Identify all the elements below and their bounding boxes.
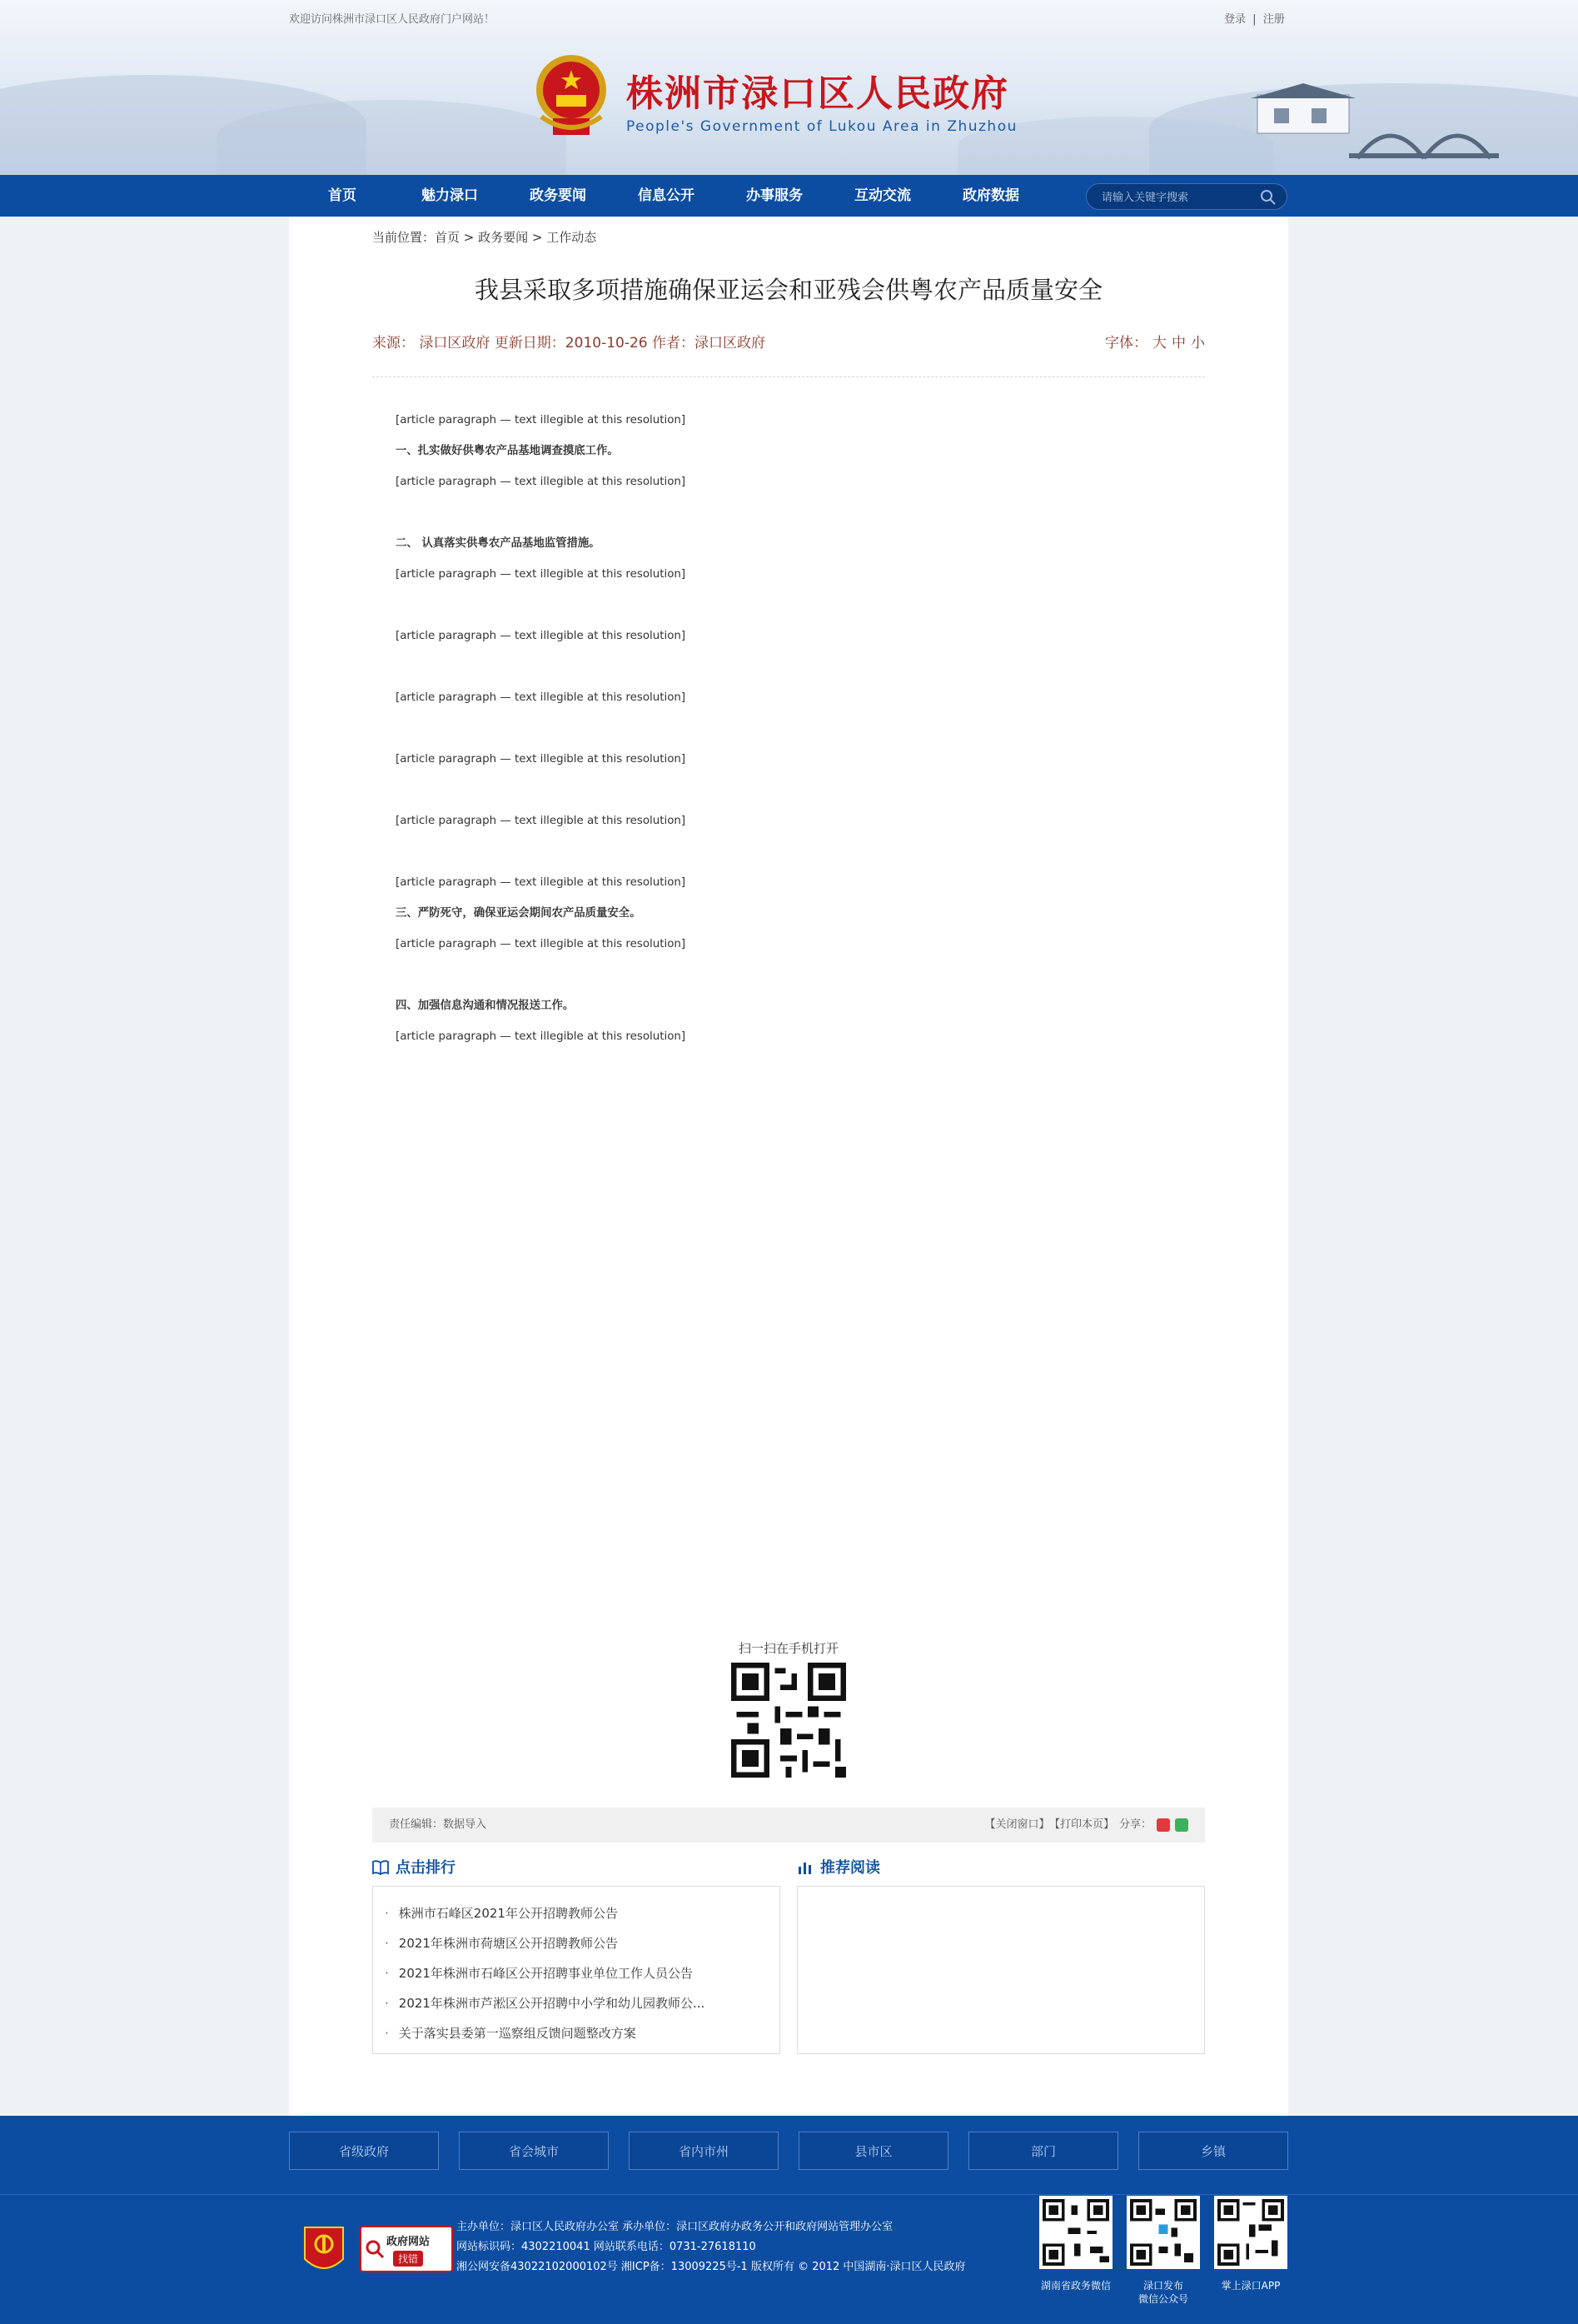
badge-text: 找错 — [393, 2251, 423, 2267]
list-item[interactable] — [385, 2018, 779, 2048]
nav-gov-data[interactable]: 政府数据 — [963, 187, 1019, 204]
font-large-button[interactable]: 大 — [1152, 335, 1167, 352]
list-item-text: 2021年株洲市芦淞区公开招聘中小学和幼儿园教师公... — [398, 1996, 705, 2011]
qr-code-icon — [1039, 2196, 1113, 2269]
bridge-landscape-icon — [1232, 83, 1532, 167]
breadcrumb-sep: > — [528, 230, 547, 245]
list-item[interactable] — [385, 1988, 779, 2018]
breadcrumb-home[interactable]: 首页 — [435, 230, 460, 245]
bg-mountain — [217, 100, 566, 175]
tools — [979, 1808, 1188, 1843]
qr-code-icon — [1214, 2196, 1287, 2269]
nav-charm-lukou[interactable]: 魅力渌口 — [421, 187, 478, 204]
site-title: 株洲市渌口区人民政府 — [626, 72, 1009, 115]
article-heading: 三、严防死守，确保亚运会期间农产品质量安全。 — [396, 907, 641, 920]
footer-qr-2 — [1127, 2196, 1200, 2306]
breadcrumb-prefix: 当前位置： — [372, 230, 436, 245]
article-meta: 来源： 渌口区政府 更新日期：2010-10-26 作者：渌口区政府 — [372, 335, 766, 352]
list-item[interactable] — [385, 1898, 779, 1928]
search-input[interactable] — [1102, 188, 1252, 207]
site-subtitle: People's Government of Lukou Area in Zhuzhou — [626, 118, 1018, 135]
welcome-text: 欢迎访问株洲市渌口区人民政府门户网站！ — [289, 13, 495, 26]
paragraph-gap — [372, 775, 1205, 805]
print-page-link[interactable]: 【打印本页】 — [1054, 1818, 1114, 1831]
divider — [0, 2194, 1578, 2195]
breadcrumb-sep: > — [460, 230, 479, 245]
breadcrumb-work[interactable]: 工作动态 — [546, 230, 597, 245]
capital-cities-dropdown[interactable]: 省会城市 — [459, 2132, 609, 2170]
badge-text: 政府网站 — [386, 2236, 431, 2248]
article-tools-bar — [372, 1808, 1205, 1843]
ranking-title — [372, 1856, 455, 1878]
ranking-title-text: 点击排行 — [396, 1859, 455, 1877]
font-small-button[interactable]: 小 — [1191, 335, 1205, 352]
paragraph-gap — [372, 713, 1205, 744]
account-links — [1224, 10, 1285, 26]
magnifier-icon — [365, 2239, 385, 2259]
footer-info — [456, 2217, 966, 2277]
separator: | — [1252, 13, 1257, 26]
recommend-title — [797, 1856, 880, 1878]
close-window-link[interactable]: 【关闭窗口】 — [984, 1818, 1050, 1831]
wechat-share-icon[interactable] — [1175, 1818, 1188, 1832]
article-title: 我县采取多项措施确保亚运会和亚残会供粤农产品质量安全 — [474, 276, 1103, 304]
counties-dropdown[interactable]: 县市区 — [799, 2132, 948, 2170]
search-box — [1086, 183, 1287, 210]
bar-chart-icon — [797, 1860, 814, 1875]
editor-label: 责任编辑：数据导入 — [389, 1818, 487, 1831]
qr-code-icon — [1127, 2196, 1200, 2269]
paragraph-gap — [372, 590, 1205, 621]
article-paragraph: [article paragraph — text illegible at this resolution] — [396, 876, 686, 889]
qr-caption: 掌上渌口APP — [1221, 2280, 1281, 2292]
paragraph-gap — [372, 651, 1205, 682]
list-item[interactable] — [385, 1958, 779, 1988]
list-item-text: 株洲市石峰区2021年公开招聘教师公告 — [398, 1906, 618, 1921]
qr-label: 扫一扫在手机打开 — [738, 1641, 839, 1656]
article-paragraph: [article paragraph — text illegible at this resolution] — [396, 630, 686, 642]
ranking-box — [372, 1886, 780, 2054]
list-item[interactable] — [385, 1928, 779, 1958]
article-body — [372, 405, 1205, 1052]
site-footer — [0, 2116, 1578, 2324]
article-heading: 一、扎实做好供粤农产品基地调查摸底工作。 — [396, 445, 619, 457]
site-code-line: 网站标识码：4302210041 网站联系电话：0731-27618110 — [456, 2241, 756, 2253]
nav-info-disclosure[interactable]: 信息公开 — [638, 187, 694, 204]
qr-caption: 湖南省政务微信 — [1040, 2280, 1111, 2292]
nav-interaction[interactable]: 互动交流 — [854, 187, 911, 204]
bullet: · — [385, 1906, 389, 1921]
organizer-line: 主办单位：渌口区人民政府办公室 承办单位：渌口区政府办政务公开和政府网站管理办公室 — [456, 2221, 894, 2233]
bullet: · — [385, 2026, 389, 2041]
font-size-switcher — [1105, 331, 1205, 352]
bullet: · — [385, 1936, 389, 1951]
site-header — [0, 0, 1578, 175]
recommend-title-text: 推荐阅读 — [820, 1859, 880, 1877]
nav-services[interactable]: 办事服务 — [746, 187, 803, 204]
icp-line: 湘公网安备43022102000102号 湘ICP备：13009225号-1 版权所有 © 2012 中国湖南·渌口区人民政府 — [456, 2261, 966, 2273]
list-item-text: 关于落实县委第一巡察组反馈问题整改方案 — [398, 2026, 636, 2041]
article-paragraph: [article paragraph — text illegible at this resolution] — [396, 476, 686, 488]
list-item-text: 2021年株洲市石峰区公开招聘事业单位工作人员公告 — [398, 1966, 693, 1981]
article-paragraph: [article paragraph — text illegible at this resolution] — [396, 938, 686, 950]
article-paragraph: [article paragraph — text illegible at this resolution] — [396, 568, 686, 581]
ranking-list — [373, 1887, 779, 2048]
national-emblem-icon — [533, 52, 610, 142]
main-nav — [0, 175, 1578, 217]
qr-caption: 渌口发布 微信公众号 — [1137, 2280, 1188, 2305]
party-gov-badge-icon[interactable] — [301, 2224, 346, 2277]
provincial-gov-dropdown[interactable]: 省级政府 — [289, 2132, 439, 2170]
list-item-text: 2021年株洲市荷塘区公开招聘教师公告 — [398, 1936, 618, 1951]
login-link[interactable]: 登录 — [1224, 13, 1247, 26]
bullet: · — [385, 1966, 389, 1981]
font-size-label: 字体： — [1105, 335, 1147, 352]
breadcrumb — [372, 228, 596, 246]
in-province-cities-dropdown[interactable]: 省内市州 — [629, 2132, 779, 2170]
footer-qr-1 — [1039, 2196, 1113, 2292]
qr-code-icon — [731, 1663, 846, 1778]
article-paragraph: [article paragraph — text illegible at this resolution] — [396, 414, 686, 426]
register-link[interactable]: 注册 — [1262, 13, 1285, 26]
report-error-badge[interactable] — [360, 2226, 453, 2272]
book-icon — [372, 1860, 389, 1875]
footer-qr-3 — [1214, 2196, 1287, 2292]
departments-dropdown[interactable]: 部门 — [968, 2132, 1118, 2170]
main-panel — [289, 217, 1288, 2121]
search-icon[interactable] — [1260, 189, 1277, 206]
paragraph-gap — [372, 960, 1205, 990]
font-medium-button[interactable]: 中 — [1172, 335, 1186, 352]
share-label: 分享： — [1118, 1818, 1152, 1831]
nav-home[interactable]: 首页 — [328, 187, 356, 204]
breadcrumb-news[interactable]: 政务要闻 — [478, 230, 529, 245]
weibo-share-icon[interactable] — [1157, 1818, 1170, 1832]
article-paragraph: [article paragraph — text illegible at this resolution] — [396, 1030, 686, 1043]
recommend-box — [797, 1886, 1205, 2054]
article-heading: 四、加强信息沟通和情况报送工作。 — [396, 1000, 575, 1012]
article-heading: 二、 认真落实供粤农产品基地监管措施。 — [396, 537, 600, 550]
paragraph-gap — [372, 497, 1205, 528]
towns-dropdown[interactable]: 乡镇 — [1138, 2132, 1288, 2170]
article-paragraph: [article paragraph — text illegible at this resolution] — [396, 691, 686, 704]
paragraph-gap — [372, 836, 1205, 867]
article-paragraph: [article paragraph — text illegible at this resolution] — [396, 815, 686, 827]
nav-news[interactable]: 政务要闻 — [530, 187, 586, 204]
bullet: · — [385, 1996, 389, 2011]
article-paragraph: [article paragraph — text illegible at this resolution] — [396, 753, 686, 766]
